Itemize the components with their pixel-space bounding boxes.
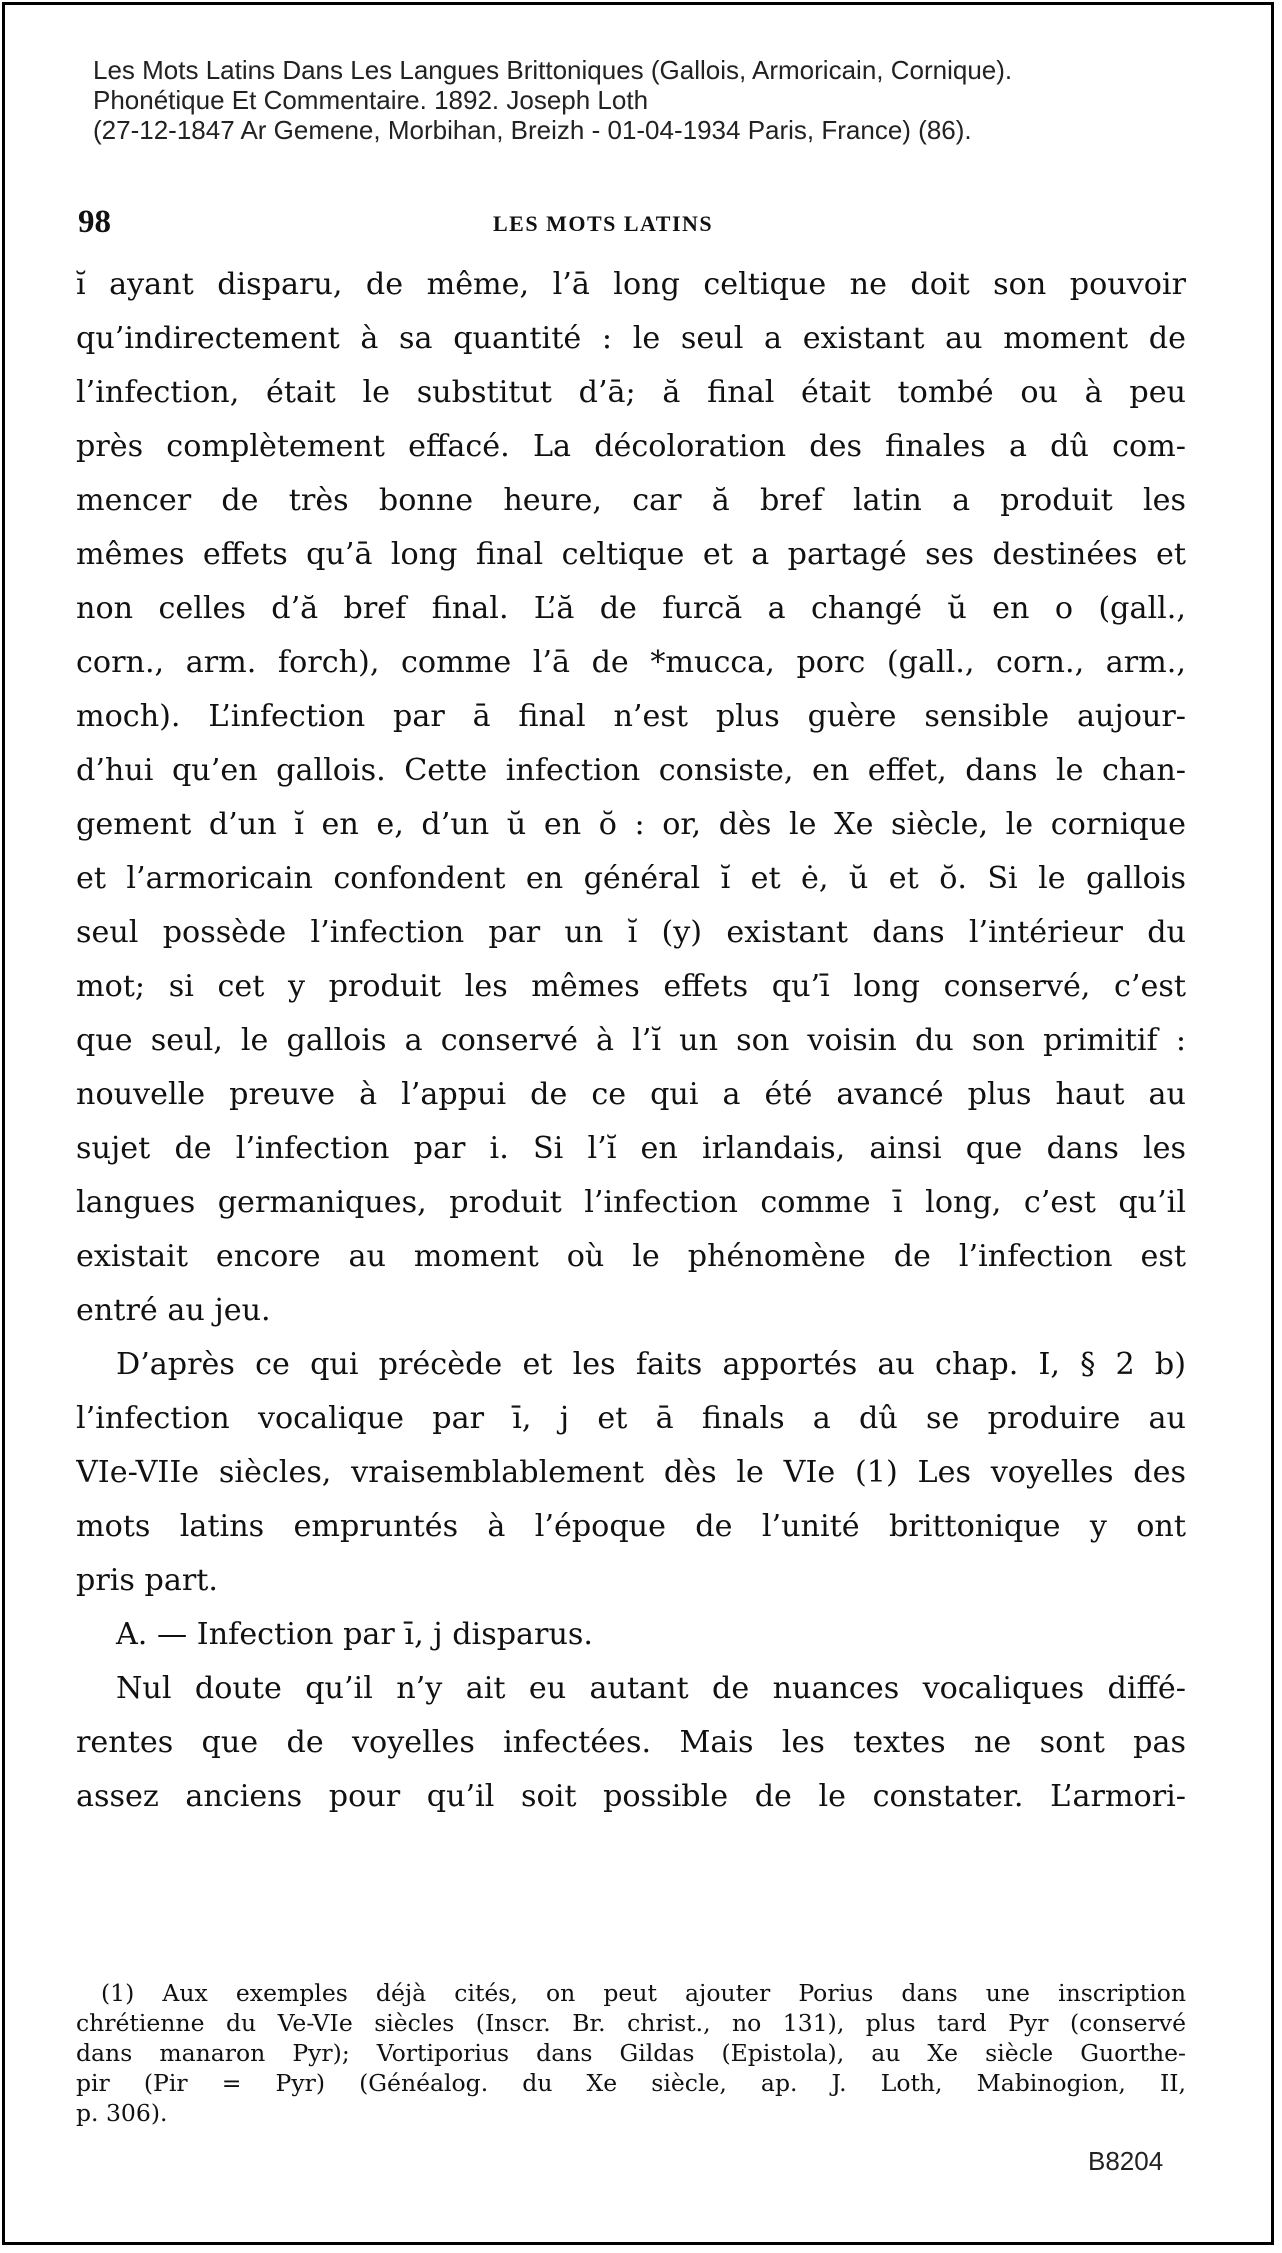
footnote-line: chrétienne du Ve-VIe siècles (Inscr. Br. christ., no 131), plus tard Pyr (conservé: [76, 2009, 1186, 2037]
body-text: [76, 258, 1186, 1824]
text-line: pris part.: [76, 1563, 218, 1598]
text-line: existait encore au moment où le phénomène de l’infection est: [76, 1239, 1186, 1274]
header-line-2: Phonétique Et Commentaire. 1892. Joseph Loth: [93, 85, 649, 115]
text-line: corn., arm. forch), comme l’ā de *mucca, porc (gall., corn., arm.,: [76, 645, 1186, 680]
text-line: VIe-VIIe siècles, vraisemblablement dès le VIe (1) Les voyelles des: [76, 1455, 1186, 1490]
page-number: 98: [78, 204, 111, 240]
text-line: Nul doute qu’il n’y ait eu autant de nuances vocaliques diffé-: [116, 1671, 1186, 1706]
footnote-line: p. 306).: [76, 2099, 168, 2127]
text-line: seul possède l’infection par un ĭ (y) existant dans l’intérieur du: [76, 915, 1186, 950]
text-line: l’infection, était le substitut d’ā; ă final était tombé ou à peu: [76, 375, 1186, 410]
text-line: qu’indirectement à sa quantité : le seul a existant au moment de: [76, 321, 1186, 356]
text-line: près complètement effacé. La décoloration des finales a dû com-: [76, 429, 1186, 464]
footnote-line: (1) Aux exemples déjà cités, on peut ajouter Porius dans une inscription: [101, 1979, 1186, 2007]
text-line: assez anciens pour qu’il soit possible de le constater. L’armori-: [76, 1779, 1186, 1814]
header-line-1: Les Mots Latins Dans Les Langues Brittoniques (Gallois, Armoricain, Cornique).: [93, 55, 1013, 85]
text-line: moch). L’infection par ā final n’est plus guère sensible aujour-: [76, 699, 1186, 734]
text-line: l’infection vocalique par ī, j et ā finals a dû se produire au: [76, 1401, 1186, 1436]
text-line: mot; si cet y produit les mêmes effets qu’ī long conservé, c’est: [76, 969, 1186, 1004]
text-line: mencer de très bonne heure, car ă bref latin a produit les: [76, 483, 1186, 518]
catalog-id: B8204: [1088, 2146, 1164, 2176]
text-line: d’hui qu’en gallois. Cette infection consiste, en effet, dans le chan-: [76, 753, 1186, 788]
footnote: [76, 1978, 1186, 2128]
footnote-line: pir (Pir = Pyr) (Généalog. du Xe siècle, ap. J. Loth, Mabinogion, II,: [76, 2069, 1186, 2097]
text-line: que seul, le gallois a conservé à l’ĭ un son voisin du son primitif :: [76, 1023, 1186, 1058]
text-line: et l’armoricain confondent en général ĭ et ė, ŭ et ŏ. Si le gallois: [76, 861, 1186, 896]
footnote-line: dans manaron Pyr); Vortiporius dans Gildas (Epistola), au Xe siècle Guorthe-: [76, 2039, 1186, 2067]
document-header: [93, 55, 1213, 145]
running-title: LES MOTS LATINS: [493, 211, 714, 236]
text-line: D’après ce qui précède et les faits apportés au chap. I, § 2 b): [116, 1347, 1186, 1382]
text-line: langues germaniques, produit l’infection comme ī long, c’est qu’il: [76, 1185, 1186, 1220]
text-line: sujet de l’infection par i. Si l’ĭ en irlandais, ainsi que dans les: [76, 1131, 1186, 1166]
text-line: entré au jeu.: [76, 1293, 271, 1328]
header-line-3: (27-12-1847 Ar Gemene, Morbihan, Breizh - 01-04-1934 Paris, France) (86).: [93, 115, 972, 145]
text-line: gement d’un ĭ en e, d’un ŭ en ŏ : or, dès le Xe siècle, le cornique: [76, 807, 1186, 842]
text-line: rentes que de voyelles infectées. Mais les textes ne sont pas: [76, 1725, 1186, 1760]
text-line: non celles d’ă bref final. L’ă de furcă a changé ŭ en o (gall.,: [76, 591, 1186, 626]
section-heading: A. — Infection par ī, j disparus.: [116, 1617, 593, 1652]
text-line: nouvelle preuve à l’appui de ce qui a été avancé plus haut au: [76, 1077, 1186, 1112]
text-line: mots latins empruntés à l’époque de l’unité brittonique y ont: [76, 1509, 1186, 1544]
text-line: mêmes effets qu’ā long final celtique et a partagé ses destinées et: [76, 537, 1186, 572]
text-line: ĭ ayant disparu, de même, l’ā long celtique ne doit son pouvoir: [76, 267, 1186, 302]
